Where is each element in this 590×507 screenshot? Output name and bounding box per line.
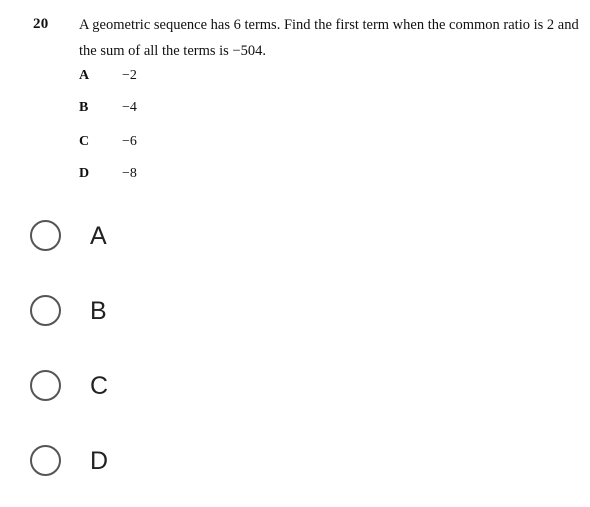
radio-choice-b[interactable] — [30, 293, 230, 333]
radio-choice-label[interactable]: A — [90, 222, 107, 250]
answer-option-value: −6 — [122, 134, 137, 149]
radio-unchecked-icon[interactable] — [30, 445, 61, 476]
answer-option-value: −4 — [122, 100, 137, 115]
radio-unchecked-icon[interactable] — [30, 220, 61, 251]
answer-option-value: −8 — [122, 166, 137, 181]
answer-option-letter: D — [79, 166, 90, 181]
radio-unchecked-icon[interactable] — [30, 370, 61, 401]
radio-choice-label[interactable]: C — [90, 372, 109, 400]
radio-choice-label[interactable]: B — [90, 297, 107, 325]
radio-choice-group — [0, 200, 590, 507]
answer-option-letter: A — [79, 68, 90, 83]
radio-choice-d[interactable] — [30, 443, 230, 483]
radio-unchecked-icon[interactable] — [30, 295, 61, 326]
radio-choice-a[interactable] — [30, 218, 230, 258]
question-number: 20 — [33, 16, 49, 32]
question-text-line-2: the sum of all the terms is −504. — [79, 43, 266, 59]
answer-option-letter: B — [79, 100, 89, 115]
radio-choice-c[interactable] — [30, 368, 230, 408]
question-text-line-1: A geometric sequence has 6 terms. Find the first term when the common ratio is 2 and — [79, 17, 579, 33]
radio-choice-label[interactable]: D — [90, 447, 109, 475]
answer-option-value: −2 — [122, 68, 137, 83]
question-block — [0, 0, 590, 200]
answer-option-letter: C — [79, 134, 90, 149]
